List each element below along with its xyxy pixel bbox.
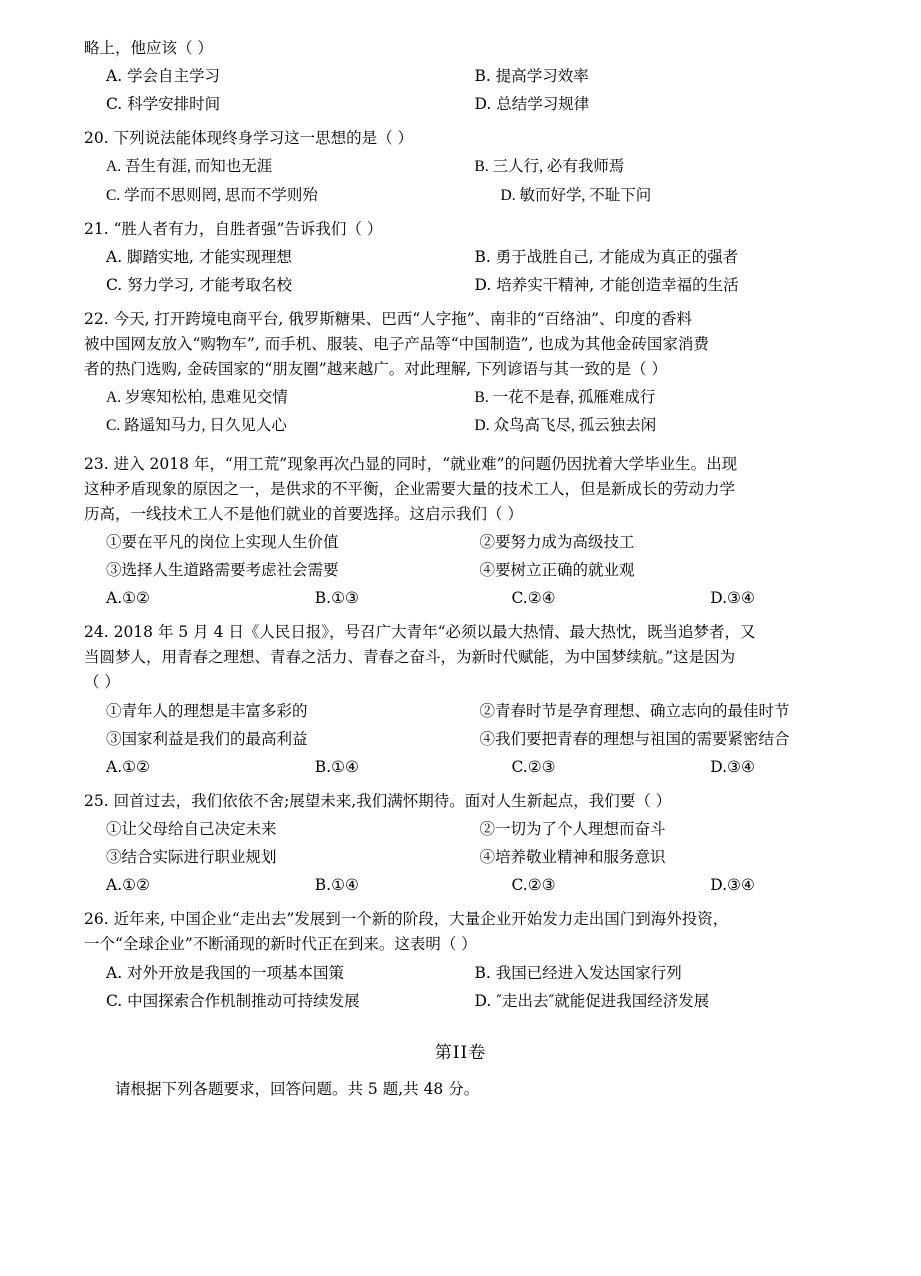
question-24-statements [84,699,837,780]
choice-a[interactable]: A.①② [106,757,150,776]
statement-1[interactable]: ①青年人的理想是丰富多彩的 [106,701,308,720]
statement-row [84,817,837,842]
option-b[interactable]: B. 三人行, 必有我师焉 [474,158,625,176]
question-20-stem-text: 20. 下列说法能体现终身学习这一思想的是（ ） [84,129,414,148]
question-23-stem [84,452,837,527]
option-row [84,273,837,298]
question-24-stem-text: 24. 2018 年 5 月 4 日《人民日报》，号召广大青年“必须以最大热情、最大热忱，既当追梦者，又 [84,623,756,642]
question-22-options [84,385,837,438]
question-26-stem [84,907,837,957]
option-d[interactable]: D. 总结学习规律 [474,95,590,114]
option-row [84,245,837,270]
question-21-stem-text: 21. “胜人者有力，自胜者强”告诉我们（ ） [84,219,383,238]
statement-row [84,530,837,555]
section-instructions: 请根据下列各题要求，回答问题。共 5 题,共 48 分。 [115,1080,480,1099]
statement-2[interactable]: ②一切为了个人理想而奋斗 [479,819,666,838]
choice-a[interactable]: A.①② [106,589,150,608]
option-row [84,961,837,986]
option-row [84,413,837,438]
section-title: 第II卷 [434,1042,487,1063]
question-26-stem-text: 26. 近年来, 中国企业“走出去”发展到一个新的阶段，大量企业开始发力走出国门到海外投资， [84,910,729,929]
choice-c[interactable]: C.②③ [511,757,556,776]
partial-question-text: 略上，他应该（ ） [84,39,213,57]
option-row [84,64,837,89]
option-b[interactable]: B. 一花不是春, 孤雁难成行 [474,389,656,407]
question-24-stem-line-3: （ ） [84,673,120,692]
statement-4[interactable]: ④培养敬业精神和服务意识 [479,848,666,867]
question-25-statements [84,817,837,898]
statement-3[interactable]: ③结合实际进行职业规划 [106,848,277,867]
choice-c[interactable]: C.②③ [511,876,556,895]
option-d[interactable]: D. 培养实干精神, 才能创造幸福的生活 [474,275,739,294]
option-b[interactable]: B. 勇于战胜自己, 才能成为真正的强者 [474,247,739,266]
question-22-stem-text: 22. 今天, 打开跨境电商平台, 俄罗斯糖果、巴西“人字拖”、南非的“百络油”、印度的香料 [84,309,692,328]
option-d[interactable]: D. 众鸟高飞尽, 孤云独去闲 [474,417,657,435]
question-22-stem-line-3: 者的热门选购, 金砖国家的“朋友圈”越来越广。对此理解, 下列谚语与其一致的是（ ） [84,360,667,379]
option-row [84,183,837,208]
document-body [84,36,837,1102]
choice-c[interactable]: C.②④ [511,589,556,608]
statement-3[interactable]: ③选择人生道路需要考虑社会需要 [106,560,339,579]
question-20-options [84,154,837,207]
statement-4[interactable]: ④要树立正确的就业观 [479,560,635,579]
question-22-stem [84,307,837,382]
option-row [84,154,837,179]
question-26-stem-line-2: 一个“全球企业”不断涌现的新时代正在到来。这表明（ ） [84,935,477,954]
choice-d[interactable]: D.③④ [710,589,755,608]
option-c[interactable]: C. 中国探索合作机制推动可持续发展 [106,991,360,1010]
option-a[interactable]: A. 对外开放是我国的一项基本国策 [106,963,345,982]
statement-row [84,699,837,724]
question-22-stem-line-2: 被中国网友放入“购物车”, 而手机、服装、电子产品等“中国制造”, 也成为其他金砖国家消费 [84,335,709,354]
statement-row [84,845,837,870]
statement-4[interactable]: ④我们要把青春的理想与祖国的需要紧密结合 [479,729,790,748]
answer-choice-row [84,755,837,780]
choice-b[interactable]: B.①④ [314,876,359,895]
option-c[interactable]: C. 学而不思则罔, 思而不学则殆 [106,186,318,204]
question-24-stem-line-2: 当圆梦人，用青春之理想、青春之活力、青春之奋斗，为新时代赋能，为中国梦续航。”这是因为 [84,648,736,667]
question-26-options [84,961,837,1014]
question-21-stem [84,217,837,242]
option-row [84,989,837,1014]
choice-d[interactable]: D.③④ [710,757,755,776]
question-23-stem-text: 23. 进入 2018 年，“用工荒”现象再次凸显的同时，“就业难”的问题仍因扰着大学毕业生。出现 [84,454,738,473]
statement-row [84,727,837,752]
question-24-stem [84,620,837,695]
question-25-stem [84,789,837,814]
statement-row [84,558,837,583]
option-a[interactable]: A. 学会自主学习 [106,67,221,86]
question-23-stem-line-3: 历高，一线技术工人不是他们就业的首要选择。这启示我们（ ） [84,504,523,523]
choice-b[interactable]: B.①④ [314,757,359,776]
question-20-stem [84,126,837,151]
choice-d[interactable]: D.③④ [710,876,755,895]
statement-1[interactable]: ①让父母给自己决定未来 [106,819,277,838]
question-25-stem-text: 25. 回首过去，我们依依不舍;展望未来,我们满怀期待。面对人生新起点，我们要（ ） [84,791,672,810]
option-b[interactable]: B. 提高学习效率 [474,67,589,86]
statement-1[interactable]: ①要在平凡的岗位上实现人生价值 [106,532,339,551]
option-a[interactable]: A. 岁寒知松柏, 患难见交情 [106,389,288,407]
option-b[interactable]: B. 我国已经进入发达国家行列 [474,963,682,982]
option-d[interactable]: D. ″走出去″就能促进我国经济发展 [474,991,710,1010]
choice-a[interactable]: A.①② [106,876,150,895]
option-row [84,92,837,117]
question-19-options [84,64,837,117]
option-row [84,385,837,410]
question-21-options [84,245,837,298]
question-23-statements [84,530,837,611]
statement-2[interactable]: ②要努力成为高级技工 [479,532,635,551]
statement-2[interactable]: ②青春时节是孕育理想、确立志向的最佳时节 [479,701,790,720]
answer-choice-row [84,586,837,611]
partial-question-line [84,36,837,61]
choice-b[interactable]: B.①③ [314,589,359,608]
option-d[interactable]: D. 敏而好学, 不耻下问 [500,186,652,204]
option-a[interactable]: A. 脚踏实地, 才能实现理想 [106,247,292,266]
statement-3[interactable]: ③国家利益是我们的最高利益 [106,729,308,748]
question-23-stem-line-2: 这种矛盾现象的原因之一，是供求的不平衡，企业需要大量的技术工人，但是新成长的劳动力学 [84,479,736,498]
option-c[interactable]: C. 科学安排时间 [106,95,221,114]
option-c[interactable]: C. 努力学习, 才能考取名校 [106,275,293,294]
option-a[interactable]: A. 吾生有涯, 而知也无涯 [106,158,273,176]
option-c[interactable]: C. 路遥知马力, 日久见人心 [106,417,287,435]
answer-choice-row [84,873,837,898]
